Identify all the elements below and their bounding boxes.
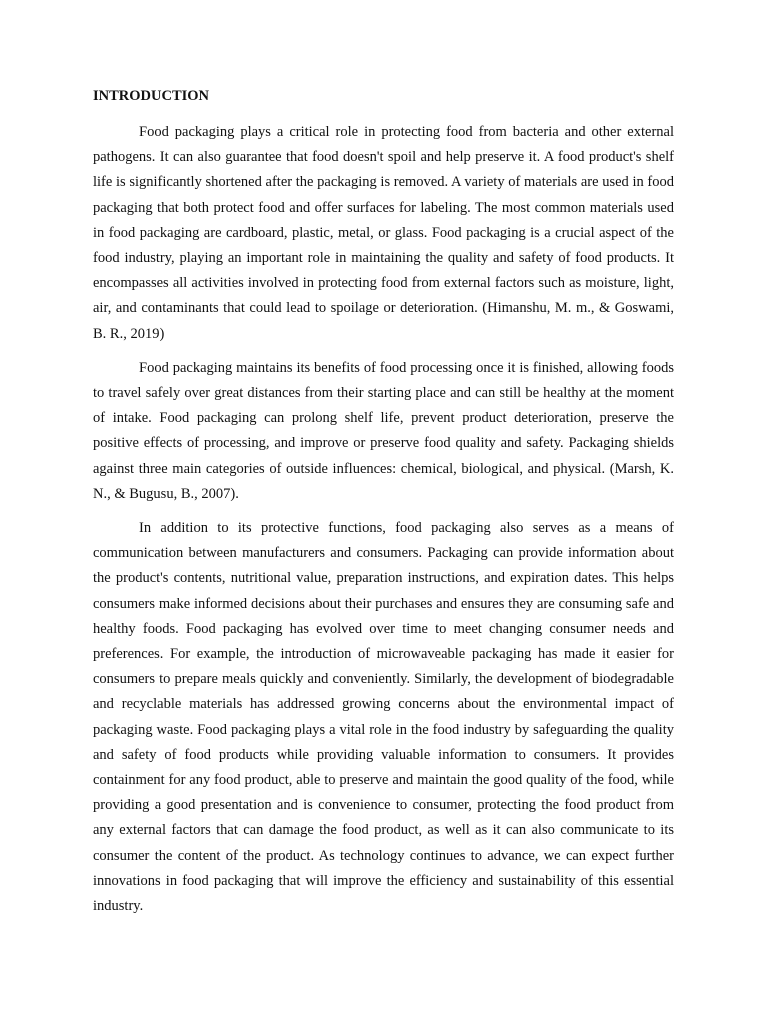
paragraph-3: In addition to its protective functions, food packaging also serves as a means of communication between manufacturers and consumers. Packaging can provide information about the product's contents, nutritional value, preparation instructions, and expiration dates. This helps consumers make informed decisions about their purchases and ensures they are consuming safe and healthy foods. Food packaging has evolved over time to meet changing consumer needs and preferences. For example, the introduction of microwaveable packaging has made it easier for consumers to prepare meals quickly and conveniently. Similarly, the development of biodegradable and recyclable materials has addressed growing concerns about the environmental impact of packaging waste. Food packaging plays a vital role in the food industry by safeguarding the quality and safety of food products while providing valuable information to consumers. It provides containment for any food product, able to preserve and maintain the good quality of the food, while providing a good presentation and is convenience to consumer, protecting the food product from any external factors that can damage the food product, as well as it can also communicate to its consumer the content of the product. As technology continues to advance, we can expect further innovations in food packaging that will improve the efficiency and sustainability of this essential industry. — [93, 520, 674, 915]
section-heading: INTRODUCTION — [93, 88, 210, 104]
paragraph-1: Food packaging plays a critical role in protecting food from bacteria and other external pathogens. It can also guarantee that food doesn't spoil and help preserve it. A food product's shelf life is significantly shortened after the packaging is removed. A variety of materials are used in food packaging that both protect food and offer surfaces for labeling. The most common materials used in food packaging are cardboard, plastic, metal, or glass. Food packaging is a crucial aspect of the food industry, playing an important role in maintaining the quality and safety of food products. It encompasses all activities involved in protecting food from external factors such as moisture, light, air, and contaminants that could lead to spoilage or deterioration. (Himanshu, M. m., & Goswami, B. R., 2019) — [93, 124, 674, 342]
paragraph-2: Food packaging maintains its benefits of food processing once it is finished, allowing foods to travel safely over great distances from their starting place and can still be healthy at the moment of intake. Food packaging can prolong shelf life, prevent product deterioration, preserve the positive effects of processing, and improve or preserve food quality and safety. Packaging shields against three main categories of outside influences: chemical, biological, and physical. (Marsh, K. N., & Bugusu, B., 2007). — [93, 359, 674, 502]
document-page — [93, 86, 674, 928]
